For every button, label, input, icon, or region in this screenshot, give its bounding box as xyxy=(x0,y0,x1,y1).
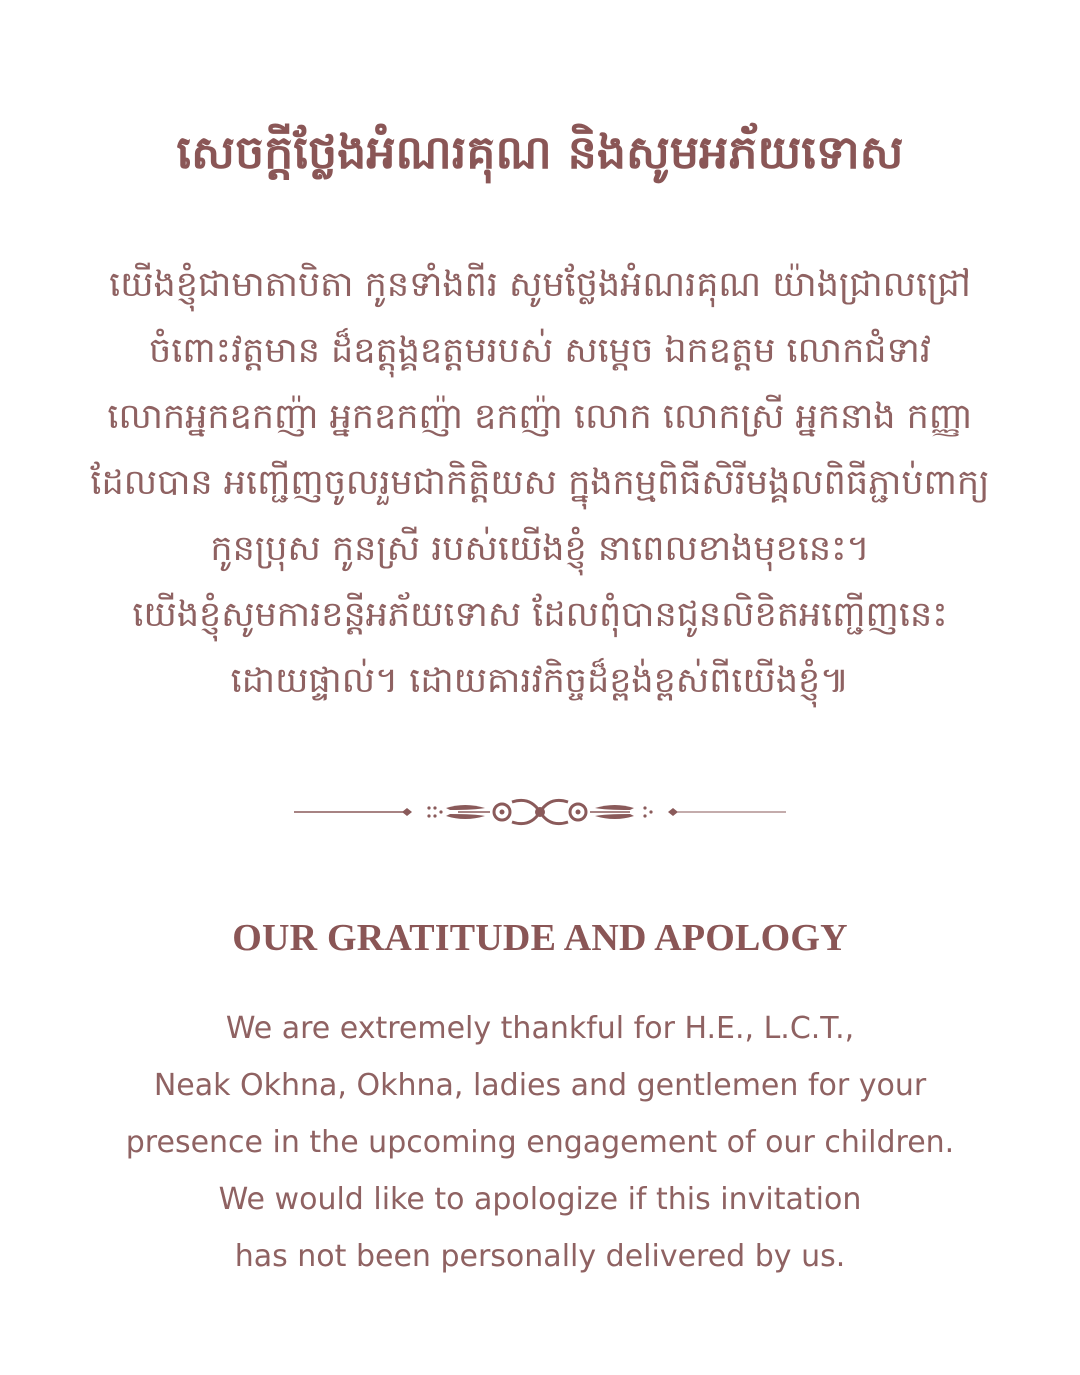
english-line: We would like to apologize if this invitation xyxy=(218,1182,862,1217)
khmer-line: ដែលបាន អញ្ជើញចូលរួមជាកិត្តិយស ក្នុងកម្មពិធីសិរីមង្គលពិធីភ្ជាប់ពាក្យ xyxy=(90,463,990,503)
khmer-line: ដោយផ្ទាល់។ ដោយគារវកិច្ចដ៏ខ្ពង់ខ្ពស់ពីយើងខ្ញុំ៕ xyxy=(230,661,850,701)
ornamental-divider-icon xyxy=(290,788,790,836)
khmer-title: សេចក្ដីថ្លែងអំណរគុណ និងសូមអភ័យទោស xyxy=(176,125,904,179)
english-line: We are extremely thankful for H.E., L.C.T., xyxy=(225,1011,855,1046)
khmer-line: កូនប្រុស កូនស្រី របស់យើងខ្ញុំ នាពេលខាងមុខនេះ។ xyxy=(210,529,870,569)
english-message xyxy=(60,1000,1020,1285)
khmer-message xyxy=(60,252,1020,714)
khmer-line: យើងខ្ញុំជាមាតាបិតា កូនទាំងពីរ សូមថ្លែងអំណរគុណ យ៉ាងជ្រាលជ្រៅ xyxy=(109,265,971,305)
english-line: presence in the upcoming engagement of our children. xyxy=(125,1125,955,1160)
english-line: has not been personally delivered by us. xyxy=(234,1239,846,1274)
khmer-line: យើងខ្ញុំសូមការខន្តីអភ័យទោស ដែលពុំបានជូនលិខិតអញ្ជើញនេះ xyxy=(132,595,948,635)
khmer-line: ចំពោះវត្តមាន ដ៏ឧត្ដុង្គឧត្ដមរបស់ សម្ដេច ឯកឧត្ដម លោកជំទាវ xyxy=(149,331,931,371)
english-line: Neak Okhna, Okhna, ladies and gentlemen for your xyxy=(153,1068,927,1103)
english-title: OUR GRATITUDE AND APOLOGY xyxy=(232,917,848,959)
khmer-line: លោកអ្នកឧកញ៉ា អ្នកឧកញ៉ា ឧកញ៉ា លោក លោកស្រី អ្នកនាង កញ្ញា xyxy=(107,397,973,437)
